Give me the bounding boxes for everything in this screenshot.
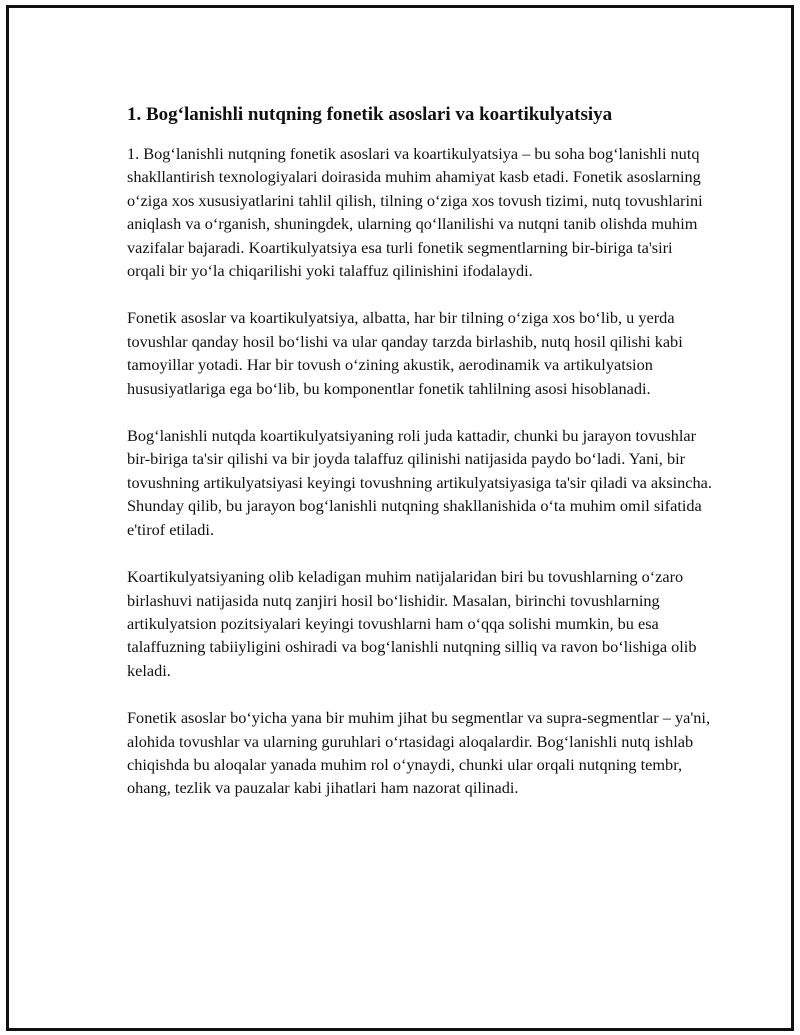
document-content	[127, 102, 712, 800]
paragraph-5: Fonetik asoslar bo‘yicha yana bir muhim jihat bu segmentlar va supra-segmentlar – ya'ni, alohida tovushlar va ularning guruhlari o‘rtasidagi aloqalardir. Bog‘lanishli nutq ishlab chiqishda bu aloqalar yanada muhim rol o‘ynaydi, chunki ular orqali nutqning tembr, ohang, tezlik va pauzalar kabi jihatlari ham nazorat qilinadi.	[127, 708, 711, 798]
document-title: 1. Bog‘lanishli nutqning fonetik asoslari va koartikulyatsiya	[127, 104, 613, 125]
paragraph-4: Koartikulyatsiyaning olib keladigan muhim natijalaridan biri bu tovushlarning o‘zaro birlashuvi natijasida nutq zanjiri hosil bo‘lishidir. Masalan, birinchi tovushlarning artikulyatsion pozitsiyalari keyingi tovushlarni ham o‘qqa solishi mumkin, bu esa talaffuzning tabiiyligini oshiradi va bog‘lanishli nutqning silliq va ravon bo‘lishiga olib keladi.	[127, 567, 697, 680]
paragraph-3: Bog‘lanishli nutqda koartikulyatsiyaning roli juda kattadir, chunki bu jarayon tovushlar bir-biriga ta'sir qilishi va bir joyda talaffuz qilinishi natijasida paydo bo‘ladi. Yani, bir tovushning artikulyatsiyasi keyingi tovushning artikulyatsiyasiga ta'sir qiladi va aksincha. Shunday qilib, bu jarayon bog‘lanishli nutqning shakllanishida o‘ta muhim omil sifatida e'tirof etiladi.	[127, 426, 712, 539]
paragraph-2: Fonetik asoslar va koartikulyatsiya, albatta, har bir tilning o‘ziga xos bo‘lib, u yerda tovushlar qanday hosil bo‘lishi va ular qanday tarzda birlashib, nutq hosil qilishi kabi tamoyillar yotadi. Har bir tovush o‘zining akustik, aerodinamik va artikulyatsion hususiyatlariga ega bo‘lib, bu komponentlar fonetik tahlilning asosi hisoblanadi.	[127, 308, 683, 398]
page-frame	[6, 5, 794, 1031]
paragraph-1: 1. Bog‘lanishli nutqning fonetik asoslari va koartikulyatsiya – bu soha bog‘lanishli nutq shakllantirish texnologiyalari doirasida muhim ahamiyat kasb etadi. Fonetik asoslarning o‘ziga xos xususiyatlarini tahlil qilish, tilning o‘ziga xos tovush tizimi, nutq tovushlarini aniqlash va o‘rganish, shuningdek, ularning qo‘llanilishi va nutqni tanib olishda muhim vazifalar bajaradi. Koartikulyatsiya esa turli fonetik segmentlarning bir-biriga ta'siri orqali bir yo‘la chiqarilishi yoki talaffuz qilinishini ifodalaydi.	[127, 144, 703, 281]
